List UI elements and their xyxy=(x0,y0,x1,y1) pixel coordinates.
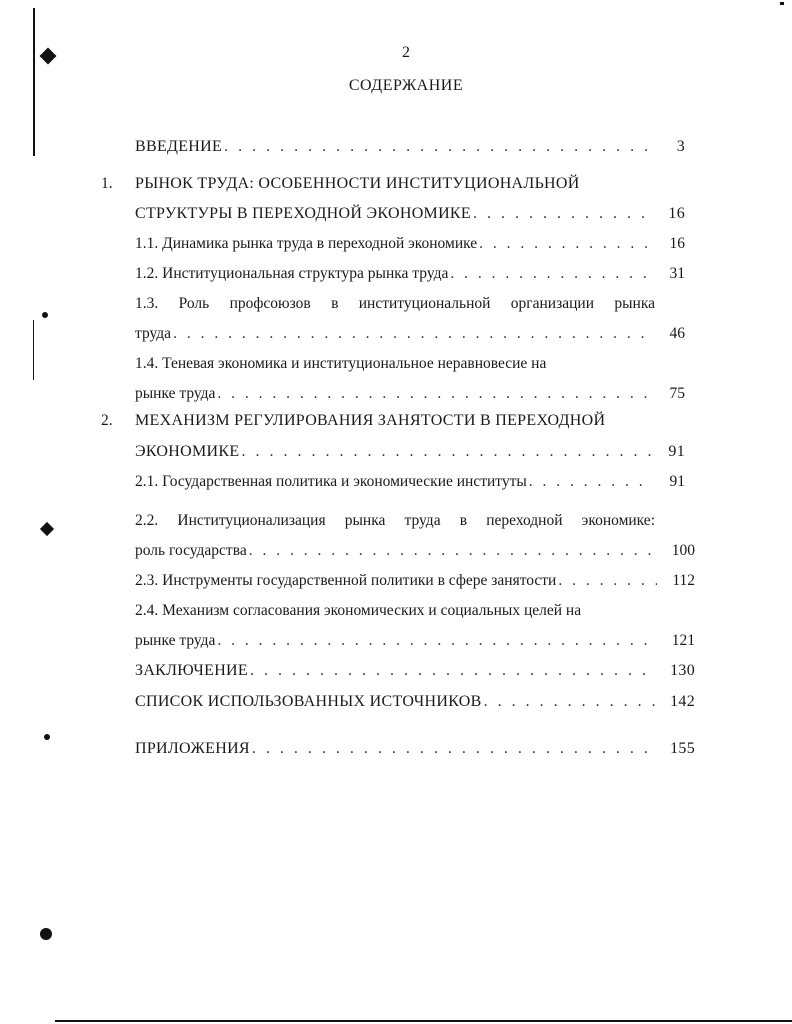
toc-entry-label: труда xyxy=(135,325,172,342)
page-title: СОДЕРЖАНИЕ xyxy=(348,77,464,94)
toc-entry-label: рынке труда xyxy=(135,385,216,402)
corner-mark xyxy=(780,2,784,5)
toc-entry-1-2 xyxy=(135,264,685,284)
toc-entry-page: 91 xyxy=(669,473,685,490)
toc-chapter-2-title: МЕХАНИЗМ РЕГУЛИРОВАНИЯ ЗАНЯТОСТИ В ПЕРЕХОДНОЙ xyxy=(135,412,606,429)
toc-entry-label: СПИСОК ИСПОЛЬЗОВАННЫХ ИСТОЧНИКОВ xyxy=(135,693,482,710)
leader-dots xyxy=(473,204,651,224)
leader-dots xyxy=(173,324,651,344)
leader-dots xyxy=(484,692,657,712)
toc-entry-page: 16 xyxy=(668,205,685,222)
toc-entry-page: 3 xyxy=(676,138,685,155)
leader-dots xyxy=(249,541,657,561)
leader-dots xyxy=(217,631,657,651)
toc-entry-2-1 xyxy=(135,472,685,492)
toc-entry-page: 130 xyxy=(670,662,695,679)
toc-entry-page: 155 xyxy=(670,740,695,757)
toc-entry-label: ЗАКЛЮЧЕНИЕ xyxy=(135,662,248,679)
toc-entry-page: 142 xyxy=(670,693,695,710)
leader-dots xyxy=(250,661,657,681)
scan-mark xyxy=(40,928,52,940)
scan-mark xyxy=(44,734,50,740)
toc-entry-page: 31 xyxy=(669,265,685,282)
toc-entry-2-2-title: 2.2. Институционализация рынка труда в переходной экономике: xyxy=(135,512,655,529)
toc-entry-page: 112 xyxy=(672,572,695,589)
toc-entry-2-4 xyxy=(135,631,695,651)
toc-entry-2-3 xyxy=(135,571,695,591)
toc-entry-page: 16 xyxy=(669,235,685,252)
leader-dots xyxy=(241,442,651,462)
toc-entry-1-3 xyxy=(135,324,685,344)
bottom-edge-line xyxy=(55,1020,792,1022)
toc-entry-page: 121 xyxy=(671,632,695,649)
toc-entry-sources xyxy=(135,692,695,712)
toc-entry-page: 91 xyxy=(668,443,685,460)
leader-dots xyxy=(450,264,651,284)
toc-entry-intro xyxy=(135,137,685,157)
toc-entry-appendix xyxy=(135,739,695,759)
leader-dots xyxy=(529,472,651,492)
toc-chapter-2 xyxy=(135,442,685,462)
leader-dots xyxy=(479,234,651,254)
scan-mark xyxy=(40,522,54,536)
leader-dots xyxy=(217,384,651,404)
toc-chapter-1 xyxy=(135,204,685,224)
toc-chapter-1-title: РЫНОК ТРУДА: ОСОБЕННОСТИ ИНСТИТУЦИОНАЛЬНОЙ xyxy=(135,175,580,192)
toc-entry-page: 75 xyxy=(669,385,685,402)
scan-mark xyxy=(42,312,48,318)
toc-entry-conclusion xyxy=(135,661,695,681)
leader-dots xyxy=(252,739,657,759)
leader-dots xyxy=(224,137,651,157)
toc-entry-2-4-title: 2.4. Механизм согласования экономических и социальных целей на xyxy=(135,602,582,619)
page-number: 2 xyxy=(402,44,410,61)
left-binding-line-lower xyxy=(33,320,34,380)
toc-entry-label: рынке труда xyxy=(135,632,216,649)
toc-entry-label: 2.3. Инструменты государственной политики в сфере занятости xyxy=(135,572,557,589)
toc-entry-2-2 xyxy=(135,541,695,561)
toc-entry-label: 1.2. Институциональная структура рынка труда xyxy=(135,265,449,282)
toc-entry-1-4-title: 1.4. Теневая экономика и институциональное неравновесие на xyxy=(135,355,547,372)
chapter-number: 2. xyxy=(101,412,113,429)
toc-entry-page: 100 xyxy=(671,542,695,559)
toc-entry-1-1 xyxy=(135,234,685,254)
toc-entry-label: ПРИЛОЖЕНИЯ xyxy=(135,740,250,757)
toc-entry-label: СТРУКТУРЫ В ПЕРЕХОДНОЙ ЭКОНОМИКЕ xyxy=(135,205,471,222)
leader-dots xyxy=(558,571,657,591)
toc-entry-1-4 xyxy=(135,384,685,404)
toc-entry-page: 46 xyxy=(669,325,685,342)
toc-entry-1-3-title: 1.3. Роль профсоюзов в институциональной организации рынка xyxy=(135,295,655,312)
toc-entry-label: ЭКОНОМИКЕ xyxy=(135,443,240,460)
toc-entry-label: 2.1. Государственная политика и экономические институты xyxy=(135,473,527,490)
chapter-number: 1. xyxy=(101,175,113,192)
toc-entry-label: ВВЕДЕНИЕ xyxy=(135,138,223,155)
toc-entry-label: 1.1. Динамика рынка труда в переходной экономике xyxy=(135,235,478,252)
toc-entry-label: роль государства xyxy=(135,542,247,559)
